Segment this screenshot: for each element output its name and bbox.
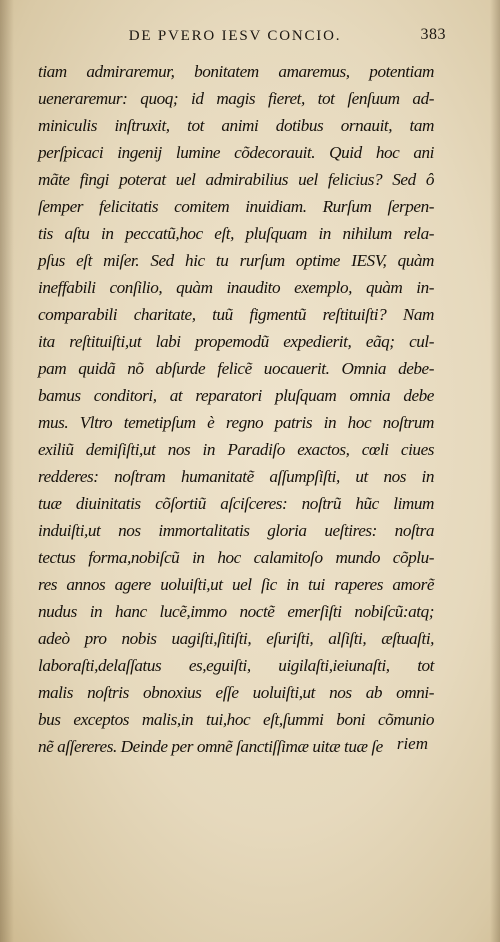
- text-line: mãte fingi poterat uel admirabilius uel felicius? Sed ô: [38, 170, 434, 189]
- text-line: redderes: noſtram humanitatẽ aſſumpſiſti, ut nos in: [38, 467, 434, 486]
- page-number: 383: [420, 26, 446, 43]
- text-line: mus. Vltro temetipſum è regno patris in hoc noſtrum: [38, 413, 434, 432]
- text-line: bus exceptos malis,in tui,hoc eſt,ſummi boni cõmunio: [38, 710, 434, 729]
- text-line: pſus eſt miſer. Sed hic tu rurſum optime IESV, quàm: [38, 251, 434, 270]
- text-line: laboraſti,delaſſatus es,eguiſti, uigilaſti,ieiunaſti, tot: [38, 656, 434, 675]
- text-line: perſpicaci ingenij lumine cõdecorauit. Quid hoc ani: [38, 143, 434, 162]
- catchword: riem: [396, 734, 428, 753]
- text-line: bamus conditori, at reparatori pluſquam omnia debe: [38, 386, 434, 405]
- text-line: ineffabili conſilio, quàm inaudito exemplo, quàm in-: [38, 278, 434, 297]
- text-line: exiliũ demiſiſti,ut nos in Paradiſo exactos, cœli ciues: [38, 440, 434, 459]
- text-line: pam quidã nõ abſurde felicẽ uocauerit. Omnia debe-: [38, 359, 434, 378]
- text-line: nudus in hanc lucẽ,immo noctẽ emerſiſti nobiſcũ:atq;: [38, 602, 434, 621]
- text-line: tectus forma,nobiſcũ in hoc calamitoſo mundo cõplu-: [38, 548, 434, 567]
- body-text: [38, 58, 434, 760]
- text-line: miniculis inſtruxit, tot animi dotibus ornauit, tam: [38, 116, 434, 135]
- text-line: adeò pro nobis uagiſti,ſitiſti, eſuriſti, alſiſti, æſtuaſti,: [38, 629, 434, 648]
- text-line: nẽ aſſereres. Deinde per omnẽ ſanctiſſimæ uitæ tuæ ſe: [38, 737, 383, 756]
- text-line: tuæ diuinitatis cõſortiũ aſciſceres: noſtrũ hũc limum: [38, 494, 434, 513]
- text-line: tis aſtu in peccatũ,hoc eſt, pluſquam in nihilum rela-: [38, 224, 434, 243]
- text-line: induiſti,ut nos immortalitatis gloria ueſtires: noſtra: [38, 521, 434, 540]
- text-line: res annos agere uoluiſti,ut uel ſic in tui raperes amorẽ: [38, 575, 434, 594]
- running-title: DE PVERO IESV CONCIO.: [128, 28, 342, 44]
- text-line: ueneraremur: quoq; id magis fieret, tot ſenſuum ad-: [38, 89, 434, 108]
- text-line: ita reſtituiſti,ut labi propemodũ expedierit, eãq; cul-: [38, 332, 434, 351]
- text-line: tiam admiraremur, bonitatem amaremus, potentiam: [38, 62, 434, 81]
- text-line: malis noſtris obnoxius eſſe uoluiſti,ut nos ab omni-: [38, 683, 434, 702]
- text-line: ſemper felicitatis comitem inuidiam. Rurſum ſerpen-: [38, 197, 434, 216]
- text-line: comparabili charitate, tuũ figmentũ reſtituiſti? Nam: [38, 305, 434, 324]
